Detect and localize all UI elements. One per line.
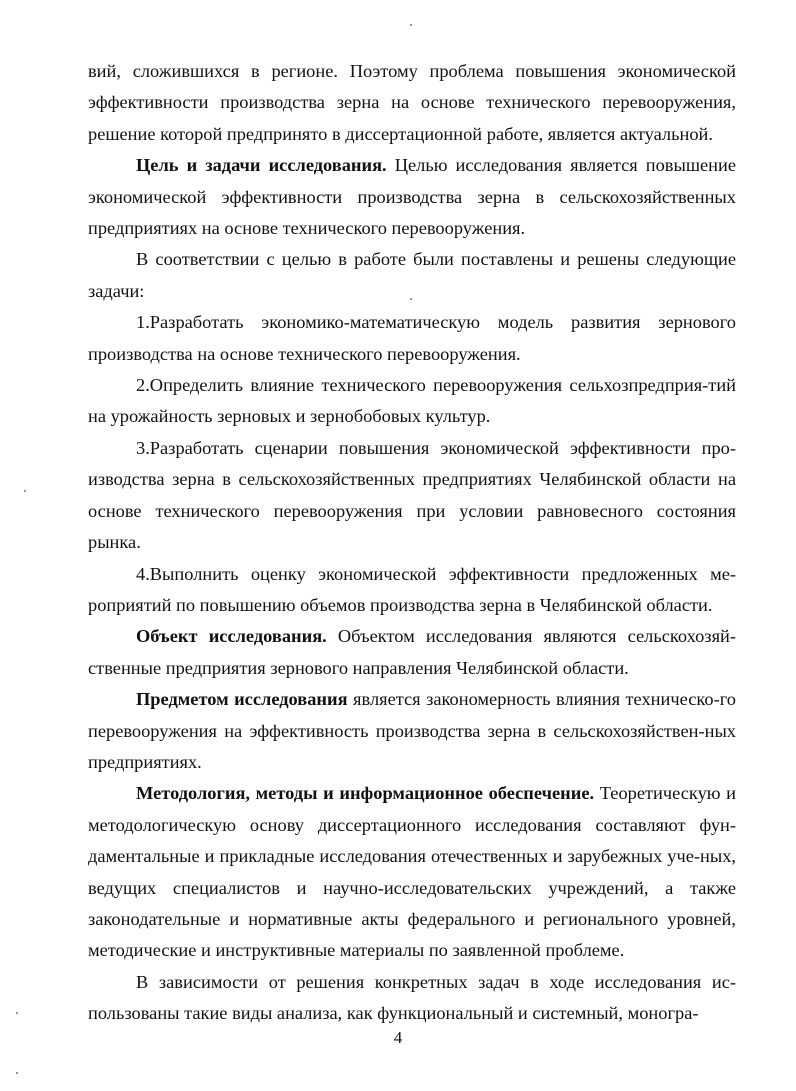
paragraph-analysis: В зависимости от решения конкретных задач в ходе исследования ис-пользованы такие виды анализа, как функциональный и системный, моногра- bbox=[88, 971, 736, 1024]
goal-heading: Цель и задачи исследования. bbox=[136, 155, 387, 176]
paragraph-methodology bbox=[88, 778, 736, 966]
scan-speck bbox=[410, 24, 412, 26]
goal-text: Целью исследования является повышение экономической эффективности производства зерна в сельскохозяйственных предприятиях на основе технического перевооружения. bbox=[88, 155, 737, 239]
body-text bbox=[88, 56, 736, 1030]
page-number: 4 bbox=[393, 1028, 403, 1047]
paragraph-continuation: вий, сложившихся в регионе. Поэтому проблема повышения экономической эффективности производства зерна на основе технического перевооружения, решение которой предпринято в диссертационной работе, является актуальной. bbox=[88, 61, 736, 144]
task-item-4: 4.Выполнить оценку экономической эффективности предложенных ме-роприятий по повышению объемов производства зерна в Челябинской области. bbox=[88, 563, 736, 615]
task-item-1: 1.Разработать экономико-математическую модель развития зернового производства на основе технического перевооружения. bbox=[88, 312, 736, 364]
scan-speck bbox=[410, 298, 412, 300]
scan-speck bbox=[16, 1012, 18, 1014]
task-item-3: 3.Разработать сценарии повышения экономической эффективности про-изводства зерна в сельскохозяйственных предприятиях Челябинской области на основе технического перевооружения при условии равновесного состояния рынка. bbox=[88, 437, 736, 553]
paragraph-object bbox=[88, 621, 736, 684]
object-heading: Объект исследования. bbox=[136, 626, 327, 647]
scan-speck bbox=[24, 490, 26, 492]
scan-speck bbox=[16, 1072, 18, 1074]
paragraph-subject bbox=[88, 684, 736, 778]
methodology-text: Теоретическую и методологическую основу диссертационного исследования составляют фун-даментальные и прикладные исследования отечественных и зарубежных уче-ных, ведущих специалистов и научно-исследовательских учреждений, а также законодательные и нормативные акты федерального и регионального уровней, методические и инструктивные материалы по заявленной проблеме. bbox=[88, 783, 737, 961]
task-item-2: 2.Определить влияние технического перевооружения сельхозпредприя-тий на урожайность зерновых и зернобобовых культур. bbox=[88, 375, 736, 427]
paragraph-goal bbox=[88, 150, 736, 244]
methodology-heading: Методология, методы и информационное обеспечение. bbox=[136, 783, 595, 804]
paragraph-tasks-intro: В соответствии с целью в работе были поставлены и решены следующие задачи: bbox=[88, 249, 736, 301]
object-text: Объектом исследования являются сельскохозяй-ственные предприятия зернового направления Челябинской области. bbox=[88, 626, 736, 678]
subject-text: является закономерность влияния техническо-го перевооружения на эффективность производства зерна в сельскохозяйствен-ных предприятиях. bbox=[88, 689, 736, 772]
subject-heading: Предметом исследования bbox=[136, 689, 348, 710]
